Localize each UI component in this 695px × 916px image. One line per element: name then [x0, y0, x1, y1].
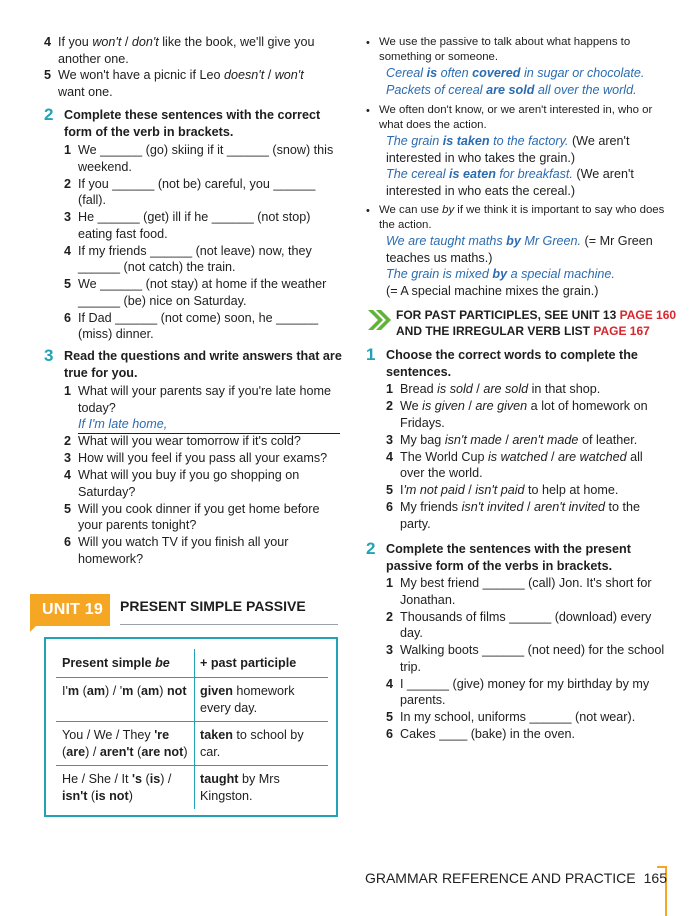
item-number: 2 — [386, 609, 394, 624]
rule-text: We often don't know, or we aren't interested in, who or — [379, 104, 653, 116]
item-text — [400, 381, 600, 398]
page-number: 165 — [643, 870, 667, 886]
item-text — [400, 398, 648, 415]
example-sentence: Packets of cereal are sold all over the world. — [386, 83, 637, 97]
example-note: teaches us maths.) — [386, 250, 493, 265]
item-text: Cakes ____ (bake) in the oven. — [400, 727, 576, 741]
item-text: We ______ (go) skiing if it ______ (snow) this — [78, 143, 334, 157]
text-segment: of leather. — [578, 432, 638, 447]
item-number: 1 — [386, 576, 394, 590]
item-number: 5 — [386, 710, 394, 724]
exercise-number: 2 — [366, 539, 376, 558]
item-text-line2: ______ (not catch) the train. — [78, 260, 236, 274]
choice-option: are given — [475, 399, 528, 413]
cross-reference-line2: AND THE IRREGULAR VERB LIST PAGE 167 — [396, 324, 650, 338]
exercise-number: 1 — [366, 345, 376, 364]
choice-option: is given — [422, 399, 465, 413]
item-text-line2: weekend. — [78, 159, 132, 174]
table-cell-participle-line2: car. — [200, 744, 221, 759]
item-number: 4 — [64, 468, 72, 482]
exercise-number: 2 — [44, 105, 54, 124]
choice-option: are watched — [557, 449, 627, 464]
cross-reference — [366, 308, 677, 338]
text-segment: / — [464, 483, 476, 497]
item-text-line2: today? — [78, 400, 116, 415]
example-sentence: The cereal is eaten for breakfast. (We aren't — [386, 167, 634, 181]
example-sentence: The grain is mixed by a special machine. — [386, 267, 615, 281]
item-text-line2: ______ (be) nice on Saturday. — [78, 293, 247, 308]
example-note: (= A special machine mixes the grain.) — [386, 283, 599, 298]
choice-option: isn't made — [444, 432, 502, 447]
item-text-line2: over the world. — [400, 466, 483, 480]
table-cell-participle: taught by Mrs — [200, 772, 280, 786]
text-segment: / — [501, 432, 513, 447]
item-number: 1 — [64, 143, 72, 157]
item-text-line2: (fall). — [78, 193, 106, 207]
item-text: I ______ (give) money for my birthday by my — [400, 676, 650, 691]
exercise-heading-line2: sentences. — [386, 364, 452, 379]
exercise-heading: Complete the sentences with the present — [386, 542, 631, 556]
item-text-line2: Fridays. — [400, 415, 445, 430]
exercise-number: 3 — [44, 346, 54, 365]
table-cell-participle-line2: Kingston. — [200, 788, 253, 803]
table-divider — [56, 765, 328, 766]
answer-line[interactable]: If I'm late home, — [78, 416, 340, 434]
item-text: What will you buy if you go shopping on — [78, 468, 300, 482]
table-cell-subject: He / She / It 's (is) / — [62, 772, 172, 786]
item-text-line2: homework? — [78, 551, 144, 566]
text-segment: all — [626, 449, 643, 464]
table-header-col2: + past participle — [200, 656, 297, 670]
item-text-line2: trip. — [400, 659, 421, 674]
item-text: What will your parents say if you're late home — [78, 384, 331, 398]
text-segment: to the — [605, 500, 641, 514]
bullet-dot: • — [366, 205, 370, 217]
bullet-dot: • — [366, 37, 370, 49]
text-segment: My bag — [400, 432, 445, 447]
choice-option: is sold — [437, 382, 473, 396]
table-cell-participle: taken to school by — [200, 728, 304, 742]
text-segment: / — [523, 500, 534, 514]
text-segment: a lot of homework on — [527, 399, 648, 413]
choice-option: 'm not paid — [403, 483, 465, 497]
item-text-line2: Jonathan. — [400, 592, 456, 607]
item-text-line2: Saturday? — [78, 484, 136, 499]
item-text: In my school, uniforms ______ (not wear). — [400, 710, 636, 724]
item-text-line2: your parents tonight? — [78, 518, 197, 532]
rule-text-line2: the action. — [379, 218, 432, 231]
item-text-line2: want one. — [58, 84, 113, 99]
page-footer — [365, 870, 667, 887]
item-text: If you ______ (not be) careful, you ______ — [78, 176, 316, 191]
text-segment: to help at home. — [524, 483, 619, 497]
choice-option: isn't invited — [461, 500, 524, 514]
rule-text-line2: something or someone. — [379, 50, 499, 63]
item-number: 5 — [386, 483, 394, 497]
item-text: He ______ (get) ill if he ______ (not stop) — [78, 210, 311, 224]
item-number: 6 — [386, 500, 394, 514]
item-text-line2: parents. — [400, 693, 446, 707]
item-text: Will you cook dinner if you get home before — [78, 501, 320, 516]
example-sentence: We are taught maths by Mr Green. (= Mr Green — [386, 234, 653, 248]
exercise-heading-line2: true for you. — [64, 365, 138, 380]
table-divider — [56, 677, 328, 678]
item-text-line2: another one. — [58, 51, 129, 66]
example-sentence: Cereal is often covered in sugar or chocolate. — [386, 66, 645, 80]
unit-title-rule — [120, 624, 338, 625]
page-link[interactable]: PAGE 160 — [619, 308, 677, 322]
exercise-heading: Choose the correct words to complete the — [386, 348, 638, 362]
item-number: 1 — [386, 382, 394, 396]
page-link[interactable]: PAGE 167 — [593, 324, 650, 338]
table-cell-subject-line2: (are) / aren't (are not) — [62, 744, 188, 759]
item-number: 2 — [64, 434, 72, 448]
table-cell-subject-line2: isn't (is not) — [62, 788, 133, 803]
item-number: 1 — [64, 384, 72, 398]
item-text: What will you wear tomorrow if it's cold? — [78, 434, 301, 448]
table-divider — [56, 721, 328, 722]
double-chevron-icon — [366, 308, 392, 332]
grammar-table — [44, 637, 338, 817]
example-sentence: The grain is taken to the factory. (We aren't — [386, 134, 630, 148]
exercise-heading: Complete these sentences with the correct — [64, 108, 321, 122]
text-segment: We — [400, 399, 423, 413]
item-text: We won't have a picnic if Leo doesn't / won't — [58, 68, 304, 82]
item-text: Will you watch TV if you finish all your — [78, 535, 289, 549]
item-text-line2: eating fast food. — [78, 226, 168, 241]
choice-option: aren't made — [512, 432, 579, 447]
item-number: 5 — [44, 68, 52, 82]
item-number: 2 — [64, 176, 72, 191]
item-number: 3 — [64, 451, 72, 465]
text-segment: The World Cup — [400, 449, 488, 464]
text-segment: My friends — [400, 500, 462, 514]
item-text: We ______ (not stay) at home if the weather — [78, 277, 327, 291]
choice-option: is watched — [487, 449, 548, 464]
item-text-line2: party. — [400, 516, 431, 531]
exercise-heading-line2: form of the verb in brackets. — [64, 124, 234, 139]
text-segment: in that shop. — [528, 382, 601, 396]
text-segment: / — [547, 449, 558, 464]
table-header-col1: Present simple be — [62, 656, 170, 670]
text-segment: I — [400, 483, 404, 497]
rule-text-line2: what does the action. — [379, 118, 487, 131]
item-text: How will you feel if you pass all your exams? — [78, 451, 328, 465]
table-cell-participle: given homework — [200, 684, 295, 698]
item-text — [400, 482, 618, 499]
bullet-dot: • — [366, 105, 370, 117]
example-note: interested in who eats the cereal.) — [386, 183, 576, 198]
item-text: My best friend ______ (call) Jon. It's short for — [400, 576, 652, 590]
item-number: 2 — [386, 399, 394, 413]
item-text-line2: day. — [400, 626, 423, 640]
item-text: If Dad ______ (not come) soon, he ______ — [78, 310, 319, 325]
item-text: If my friends ______ (not leave) now, they — [78, 243, 312, 258]
choice-option: are sold — [483, 382, 529, 396]
unit-title: PRESENT SIMPLE PASSIVE — [120, 598, 306, 614]
item-text — [400, 432, 637, 449]
example-note: interested in who takes the grain.) — [386, 150, 576, 165]
item-number: 5 — [64, 501, 72, 516]
rule-text: We use the passive to talk about what happens to — [379, 36, 631, 48]
table-divider-vertical — [194, 649, 195, 809]
exercise-heading-line2: passive form of the verbs in brackets. — [386, 558, 613, 573]
table-cell-subject: I'm (am) / 'm (am) not — [62, 684, 187, 698]
table-cell-participle-line2: every day. — [200, 700, 258, 715]
unit-badge: UNIT 19 — [30, 594, 110, 626]
item-text: Thousands of films ______ (download) every — [400, 609, 652, 624]
cross-reference-line1: FOR PAST PARTICIPLES, SEE UNIT 13 PAGE 160 — [396, 308, 677, 322]
item-number: 3 — [386, 643, 394, 657]
item-number: 4 — [64, 243, 72, 258]
item-number: 6 — [386, 727, 394, 741]
item-number: 6 — [64, 310, 72, 325]
item-number: 4 — [386, 449, 394, 464]
item-number: 3 — [64, 210, 72, 224]
footer-label: GRAMMAR REFERENCE AND PRACTICE — [364, 870, 636, 886]
item-text — [400, 449, 643, 466]
exercise-heading: Read the questions and write answers that are — [64, 349, 342, 363]
choice-option: aren't invited — [534, 500, 606, 514]
item-text: If you won't / don't like the book, we'll give you — [58, 35, 315, 49]
item-number: 6 — [64, 535, 72, 549]
text-segment: Bread — [400, 382, 438, 396]
item-text: Walking boots ______ (not need) for the school — [400, 643, 665, 657]
text-segment: / — [464, 399, 476, 413]
rule-text: We can use by if we think it is important to say who does — [379, 204, 665, 216]
item-text-line2: (miss) dinner. — [78, 327, 154, 341]
item-number: 4 — [44, 35, 52, 49]
table-cell-subject: You / We / They 're — [62, 728, 170, 742]
item-number: 3 — [386, 432, 394, 447]
choice-option: isn't paid — [475, 483, 525, 497]
unit-badge-tail — [30, 626, 36, 632]
item-number: 4 — [386, 676, 394, 691]
text-segment: / — [472, 382, 484, 396]
item-number: 5 — [64, 277, 72, 291]
item-text — [400, 499, 640, 516]
